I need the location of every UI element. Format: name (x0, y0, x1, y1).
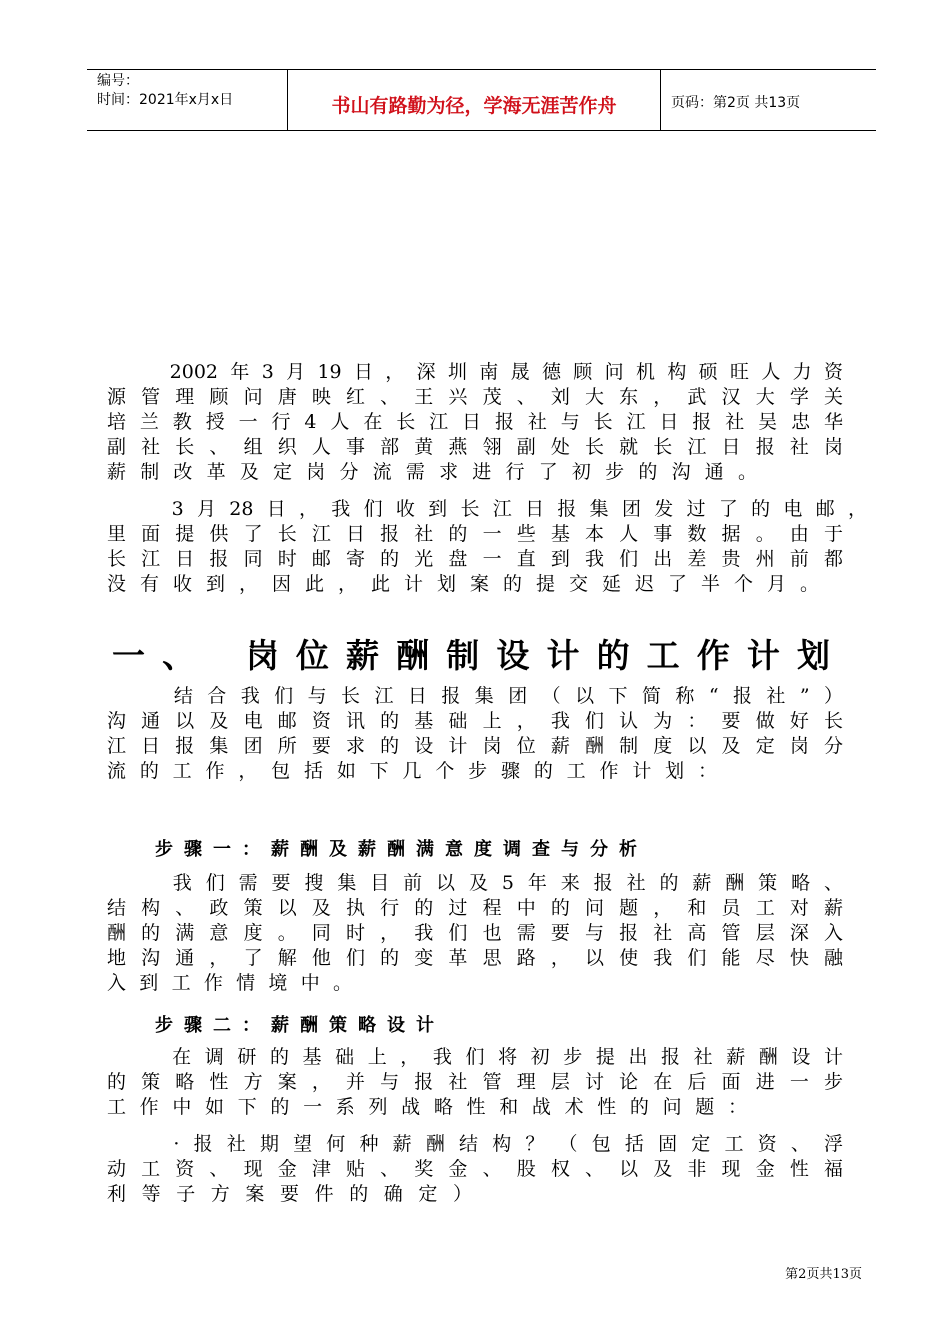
header-motto-cell (288, 70, 661, 130)
text-line: 在调研的基础上，我们将初步提出报社薪酬设计 (107, 1046, 843, 1068)
text-line: 利等子方案要件的确定） (107, 1183, 472, 1205)
text-line: 没有收到，因此，此计划案的提交延迟了半个月。 (107, 573, 819, 595)
text-line: 培兰教授一行4人在长江日报社与长江日报社吴忠华 (107, 411, 843, 433)
text-line: 里面提供了长江日报社的一些基本人事数据。由于 (107, 523, 843, 545)
text-line: ·报社期望何种薪酬结构？（包括固定工资、浮 (107, 1133, 843, 1155)
text-line: 长江日报同时邮寄的光盘一直到我们出差贵州前都 (107, 548, 843, 570)
step-one-title: 步骤一：薪酬及薪酬满意度调查与分析 (155, 839, 648, 860)
text-line: 酬的满意度。同时，我们也需要与报社高管层深入 (107, 922, 843, 944)
time-label: 时间：2021年x月x日 (97, 92, 234, 108)
step-two-title: 步骤二：薪酬策略设计 (155, 1015, 445, 1036)
text-line: 结合我们与长江日报集团（以下简称“报社”） (107, 685, 843, 707)
text-line: 源管理顾问唐映红、王兴茂、刘大东，武汉大学关 (107, 386, 843, 408)
text-line: 的策略性方案，并与报社管理层讨论在后面进一步 (107, 1071, 843, 1093)
text-line: 入到工作情境中。 (107, 972, 352, 994)
header-page-info: 页码：第2页 共13页 (671, 95, 801, 111)
header-meta-cell (87, 70, 288, 130)
page-footer: 第2页共13页 (785, 1267, 862, 1282)
section-heading: 一、 岗位薪酬制设计的工作计划 (112, 636, 834, 675)
text-line: 工作中如下的一系列战略性和战术性的问题： (107, 1096, 747, 1118)
text-line: 我们需要搜集目前以及5年来报社的薪酬策略、 (107, 872, 843, 894)
text-line: 薪制改革及定岗分流需求进行了初步的沟通。 (107, 461, 757, 483)
text-line: 沟通以及电邮资讯的基础上，我们认为：要做好长 (107, 710, 843, 732)
text-line: 动工资、现金津贴、奖金、股权、以及非现金性福 (107, 1158, 843, 1180)
text-line: 江日报集团所要求的设计岗位薪酬制度以及定岗分 (107, 735, 843, 757)
text-line: 地沟通，了解他们的变革思路，以使我们能尽快融 (107, 947, 843, 969)
text-line: 结构、政策以及执行的过程中的问题，和员工对薪 (107, 897, 843, 919)
page-header (87, 69, 876, 131)
motto: 书山有路勤为径，学海无涯苦作舟 (331, 95, 617, 117)
text-line: 3月28日，我们收到长江日报集团发过了的电邮， (107, 498, 867, 520)
header-page-cell (661, 70, 876, 130)
text-line: 流的工作，包括如下几个步骤的工作计划： (107, 760, 717, 782)
serial-label: 编号： (97, 73, 139, 89)
text-line: 副社长、组织人事部黄燕翎副处长就长江日报社岗 (107, 436, 843, 458)
text-line: 2002年3月19日，深圳南晟德顾问机构硕旺人力资 (107, 361, 843, 383)
